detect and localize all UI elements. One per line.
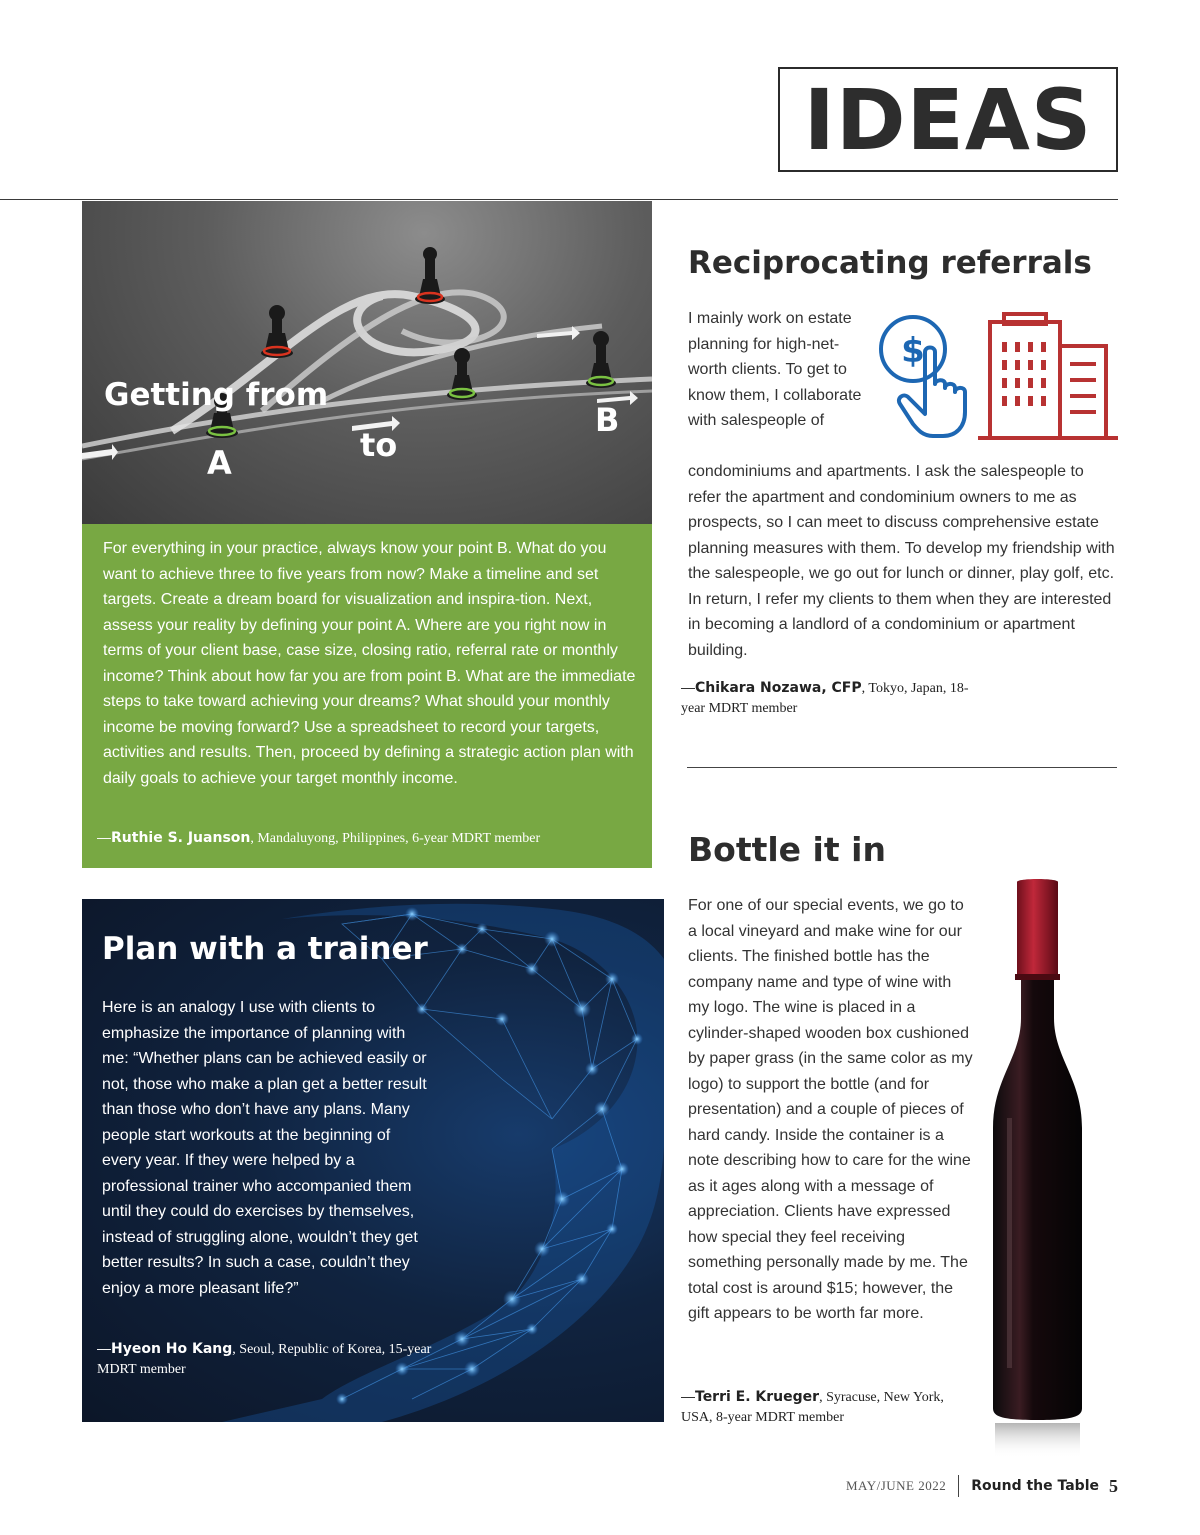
- trainer-article-panel: [82, 899, 664, 1422]
- chess-path-illustration: [82, 201, 652, 524]
- magazine-name: Round the Table: [971, 1478, 1099, 1494]
- referrals-body-wrapped: I mainly work on estate planning for high-net-worth clients. To get to know them, I collaborate with salespeople of: [688, 310, 862, 429]
- ab-author-details: , Mandaluyong, Philippines, 6-year MDRT member: [250, 831, 541, 846]
- trainer-author-name: Hyeon Ho Kang: [111, 1341, 233, 1357]
- bottle-author-name: Terri E. Krueger: [695, 1389, 820, 1405]
- footer-separator: [958, 1475, 959, 1497]
- bottle-attribution: [681, 1387, 971, 1427]
- ab-heading: Getting from: [104, 377, 329, 413]
- wine-bottle-image: [985, 878, 1090, 1458]
- ab-article-body: For everything in your practice, always know your point B. What do you want to achieve three to five years from now? Make a timeline and set targets. Create a dream board for visualization and inspira-tion. Next, assess your reality by defining your point A. Where are you right now in terms of your client base, case size, closing ratio, referral rate or monthly income? Think about how far you are from point B. What are the immediate steps to take toward achieving your dreams? What should your monthly income be moving forward? Use a spreadsheet to record your targets, activities and results. Then, proceed by defining a strategic action plan with daily goals to achieve your target monthly income.: [103, 540, 636, 787]
- trainer-attribution: [97, 1339, 457, 1379]
- referrals-attribution-prefix: —: [681, 679, 695, 695]
- header-divider: [0, 199, 1118, 200]
- ab-attribution: [97, 829, 540, 847]
- trainer-heading: Plan with a trainer: [102, 931, 428, 967]
- ab-article-panel: [82, 524, 652, 868]
- page-footer: [846, 1475, 1118, 1497]
- bottle-article-body: For one of our special events, we go to a local vineyard and make wine for our clients. The finished bottle has the company name and type of wine with my logo. The wine is placed in a cylinder-shaped wooden box cushioned by paper grass (in the same color as my logo) to support the bottle (and for presentation) and a couple of pieces of hard candy. Inside the container is a note describing how to care for the wine as it ages along with a message of appreciation. Clients have expressed how special they feel receiving something personally made by me. The total cost is around $15; however, the gift appears to be worth far more.: [688, 897, 973, 1322]
- column-divider: [687, 767, 1117, 768]
- trainer-attribution-prefix: —: [97, 1340, 111, 1356]
- to-label: to: [360, 426, 398, 464]
- issue-date: MAY/JUNE 2022: [845, 1478, 947, 1493]
- referrals-attribution: [681, 678, 981, 718]
- trainer-article-body: Here is an analogy I use with clients to emphasize the importance of planning with me: “Whether plans can be achieved easily or not, those who make a plan get a better result than those who don’t have any plans. Many people start workouts at the beginning of every year. If they were helped by a professional trainer who accompanied them until they could do exercises by themselves, instead of struggling alone, wouldn’t they get better results? In such a case, couldn’t they enjoy a more pleasant life?”: [102, 999, 427, 1297]
- referrals-author-details: , Tokyo, Japan, 18-year MDRT member: [681, 681, 969, 716]
- point-b-label: B: [595, 401, 620, 439]
- point-a-label: A: [207, 444, 232, 482]
- referrals-heading: Reciprocating referrals: [688, 245, 1092, 281]
- dollar-icon: $: [901, 331, 925, 371]
- referrals-author-name: Chikara Nozawa, CFP: [695, 680, 862, 696]
- page-number: 5: [1109, 1475, 1118, 1496]
- ab-attribution-prefix: —: [97, 829, 111, 845]
- bottle-attribution-prefix: —: [681, 1388, 695, 1404]
- chess-path-photo: [82, 201, 652, 524]
- bottle-author-details: , Syracuse, New York, USA, 8-year MDRT member: [681, 1390, 944, 1425]
- section-title-box: [778, 67, 1118, 172]
- bottle-heading: Bottle it in: [688, 830, 886, 869]
- referrals-body: condominiums and apartments. I ask the salespeople to refer the apartment and condominium owners to me as prospects, so I can meet to discuss comprehensive estate planning measures with them. To develop my friendship with the salespeople, we go out for lunch or dinner, play golf, etc. In return, I refer my clients to them when they are interested in becoming a landlord of a condominium or apartment building.: [688, 463, 1115, 659]
- trainer-author-details: , Seoul, Republic of Korea, 15-year MDRT member: [97, 1342, 432, 1377]
- section-title: IDEAS: [803, 70, 1093, 169]
- referral-building-icon: [878, 312, 1118, 444]
- ab-author-name: Ruthie S. Juanson: [111, 830, 251, 846]
